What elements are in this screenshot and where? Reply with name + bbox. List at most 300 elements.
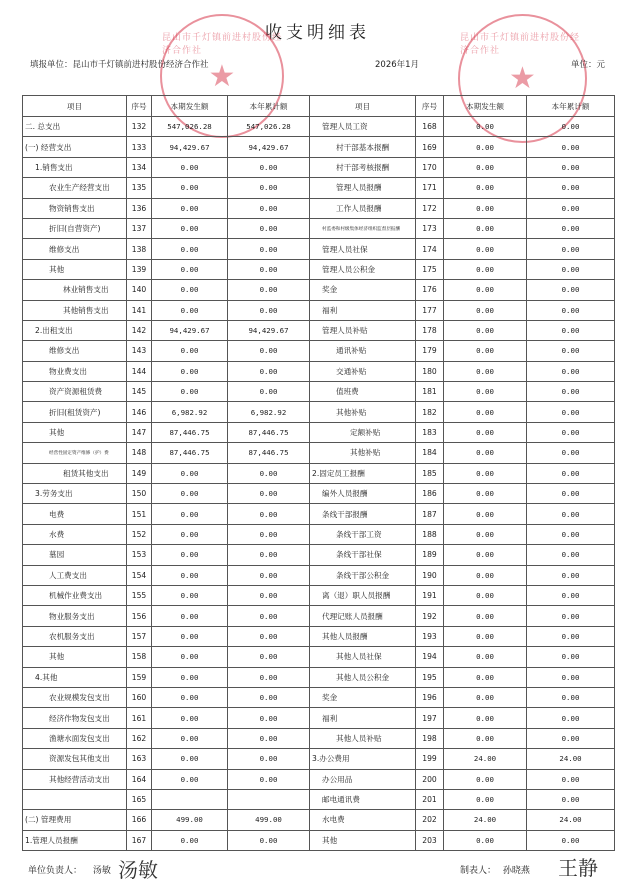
item-label: 其他人员公积金 [310,667,416,687]
current-period-amount: 0.00 [444,606,527,626]
item-label: 通讯补贴 [310,341,416,361]
table-row [23,382,615,402]
current-period-amount: 0.00 [152,382,228,402]
seal-text: 昆山市千灯镇前进村股份经济合作社 [162,33,283,56]
year-to-date-amount: 0.00 [527,565,615,585]
item-label: 经济作物发包支出 [23,708,127,728]
seal-star-icon: ★ [208,58,236,94]
year-to-date-amount: 0.00 [228,769,310,789]
current-period-amount: 0.00 [444,585,527,605]
item-label: 其他补贴 [310,443,416,463]
row-number: 142 [127,320,152,340]
column-header: 序号 [127,96,152,117]
current-period-amount: 0.00 [152,749,228,769]
current-period-amount: 0.00 [444,178,527,198]
item-label [23,789,127,809]
item-label: 管理人员社保 [310,239,416,259]
row-number: 134 [127,157,152,177]
current-period-amount: 0.00 [444,280,527,300]
year-to-date-amount: 0.00 [228,463,310,483]
row-number: 140 [127,280,152,300]
item-label: 办公用品 [310,769,416,789]
row-number: 181 [416,382,444,402]
item-label: 物业费支出 [23,361,127,381]
row-number: 186 [416,484,444,504]
year-to-date-amount: 0.00 [527,667,615,687]
item-label: 折旧(自营资产) [23,218,127,238]
table-row [23,463,615,483]
table-row [23,117,615,137]
current-period-amount: 0.00 [444,443,527,463]
table-row [23,157,615,177]
year-to-date-amount: 0.00 [527,545,615,565]
item-label: 租赁其他支出 [23,463,127,483]
year-to-date-amount: 0.00 [228,178,310,198]
current-period-amount: 0.00 [444,218,527,238]
item-label: 其他经营活动支出 [23,769,127,789]
year-to-date-amount: 0.00 [228,749,310,769]
row-number: 201 [416,789,444,809]
table-row [23,810,615,830]
preparer-label: 制表人： [460,866,497,876]
year-to-date-amount: 0.00 [527,382,615,402]
year-to-date-amount: 0.00 [527,137,615,157]
item-label: 人工费支出 [23,565,127,585]
item-label: 邮电通讯费 [310,789,416,809]
handwritten-signature: 王静 [558,856,598,880]
column-header: 项目 [23,96,127,117]
item-label: 3.劳务支出 [23,484,127,504]
current-period-amount: 0.00 [152,239,228,259]
year-to-date-amount: 0.00 [527,524,615,544]
current-period-amount: 0.00 [444,789,527,809]
year-to-date-amount: 0.00 [527,443,615,463]
row-number: 164 [127,769,152,789]
current-period-amount: 0.00 [444,769,527,789]
year-to-date-amount: 0.00 [527,422,615,442]
item-label: 2.出租支出 [23,320,127,340]
year-to-date-amount: 0.00 [228,728,310,748]
item-label: 管理人员补贴 [310,320,416,340]
table-row [23,361,615,381]
row-number: 185 [416,463,444,483]
row-number: 158 [127,647,152,667]
year-to-date-amount: 0.00 [228,239,310,259]
current-period-amount: 0.00 [444,708,527,728]
row-number: 176 [416,280,444,300]
year-to-date-amount: 0.00 [228,708,310,728]
preparer-name: 孙晓燕 [502,866,530,876]
principal-label: 单位负责人： [28,866,83,876]
row-number: 162 [127,728,152,748]
table-row [23,708,615,728]
current-period-amount: 0.00 [444,504,527,524]
row-number: 132 [127,117,152,137]
item-label: 其他 [23,422,127,442]
row-number: 141 [127,300,152,320]
year-to-date-amount: 0.00 [527,259,615,279]
item-label: 农业规模发包支出 [23,687,127,707]
year-to-date-amount: 547,026.28 [228,117,310,137]
current-period-amount: 0.00 [152,626,228,646]
year-to-date-amount: 0.00 [527,769,615,789]
year-to-date-amount: 0.00 [527,626,615,646]
reporting-unit: 填报单位：昆山市千灯镇前进村股份经济合作社 [30,60,209,70]
row-number: 175 [416,259,444,279]
item-label: 管理人员工资 [310,117,416,137]
item-label: 奖金 [310,280,416,300]
item-label: 其他 [310,830,416,850]
table-row [23,402,615,422]
current-period-amount: 0.00 [444,300,527,320]
seal-star-icon: ★ [509,61,536,96]
year-to-date-amount: 0.00 [527,463,615,483]
year-to-date-amount: 0.00 [228,545,310,565]
row-number: 198 [416,728,444,748]
table-row [23,178,615,198]
year-to-date-amount: 0.00 [527,708,615,728]
preparer-signature-line [460,863,530,876]
item-label: 其他补贴 [310,402,416,422]
current-period-amount: 0.00 [152,769,228,789]
year-to-date-amount: 0.00 [527,484,615,504]
year-to-date-amount: 0.00 [527,218,615,238]
row-number: 178 [416,320,444,340]
current-period-amount: 0.00 [444,137,527,157]
year-to-date-amount: 0.00 [228,647,310,667]
row-number: 163 [127,749,152,769]
item-label: (一) 经营支出 [23,137,127,157]
item-label: 渔塘水面发包支出 [23,728,127,748]
table-row [23,565,615,585]
row-number: 159 [127,667,152,687]
item-label: 其他 [23,259,127,279]
row-number: 135 [127,178,152,198]
row-number: 184 [416,443,444,463]
row-number: 202 [416,810,444,830]
current-period-amount: 0.00 [152,341,228,361]
item-label: 村干部考核报酬 [310,157,416,177]
column-header: 项目 [310,96,416,117]
current-period-amount: 0.00 [152,708,228,728]
table-row [23,585,615,605]
year-to-date-amount: 0.00 [527,239,615,259]
row-number: 148 [127,443,152,463]
item-label: 福利 [310,708,416,728]
row-number: 192 [416,606,444,626]
row-number: 196 [416,687,444,707]
row-number: 150 [127,484,152,504]
row-number: 195 [416,667,444,687]
row-number: 152 [127,524,152,544]
current-period-amount: 94,429.67 [152,320,228,340]
item-label: 维修支出 [23,341,127,361]
item-label: 条线干部社保 [310,545,416,565]
row-number: 182 [416,402,444,422]
item-label: 其他人员社保 [310,647,416,667]
year-to-date-amount: 0.00 [228,157,310,177]
year-to-date-amount: 0.00 [228,198,310,218]
row-number: 154 [127,565,152,585]
row-number: 166 [127,810,152,830]
item-label: 电费 [23,504,127,524]
year-to-date-amount: 0.00 [228,565,310,585]
year-to-date-amount: 0.00 [228,524,310,544]
item-label: 离（退）职人员报酬 [310,585,416,605]
current-period-amount: 0.00 [152,484,228,504]
year-to-date-amount: 87,446.75 [228,443,310,463]
current-period-amount: 0.00 [152,667,228,687]
table-row [23,259,615,279]
table-row [23,769,615,789]
year-to-date-amount: 87,446.75 [228,422,310,442]
year-to-date-amount: 0.00 [228,585,310,605]
current-period-amount: 547,026.28 [152,117,228,137]
row-number: 180 [416,361,444,381]
item-label: (二) 管理费用 [23,810,127,830]
item-label: 工作人员报酬 [310,198,416,218]
item-label: 农机服务支出 [23,626,127,646]
item-label: 其他人员报酬 [310,626,416,646]
table-row [23,137,615,157]
table-row [23,728,615,748]
table-row [23,606,615,626]
item-label: 编外人员报酬 [310,484,416,504]
column-header: 本年累计额 [527,96,615,117]
table-row [23,789,615,809]
year-to-date-amount: 0.00 [228,667,310,687]
row-number: 147 [127,422,152,442]
table-header-row [23,96,615,117]
row-number: 145 [127,382,152,402]
table-row [23,504,615,524]
current-period-amount: 0.00 [444,647,527,667]
year-to-date-amount: 0.00 [527,504,615,524]
table-row [23,687,615,707]
item-label: 奖金 [310,687,416,707]
row-number: 171 [416,178,444,198]
row-number: 144 [127,361,152,381]
year-to-date-amount: 94,429.67 [228,137,310,157]
item-label: 代理记账人员报酬 [310,606,416,626]
table-row [23,647,615,667]
table-row [23,218,615,238]
row-number: 165 [127,789,152,809]
year-to-date-amount: 0.00 [228,280,310,300]
row-number: 155 [127,585,152,605]
row-number: 193 [416,626,444,646]
table-row [23,198,615,218]
current-period-amount: 0.00 [444,259,527,279]
current-period-amount: 0.00 [152,361,228,381]
year-to-date-amount: 0.00 [527,361,615,381]
table-row [23,545,615,565]
table-row [23,280,615,300]
current-period-amount: 0.00 [444,341,527,361]
row-number: 194 [416,647,444,667]
current-period-amount: 0.00 [152,728,228,748]
item-label: 条线干部工资 [310,524,416,544]
item-label: 资产资源租赁费 [23,382,127,402]
year-to-date-amount: 0.00 [527,178,615,198]
row-number: 187 [416,504,444,524]
item-label: 物业服务支出 [23,606,127,626]
expense-detail-table [22,95,615,851]
item-label: 维修支出 [23,239,127,259]
year-to-date-amount: 0.00 [527,117,615,137]
year-to-date-amount: 94,429.67 [228,320,310,340]
year-to-date-amount: 0.00 [527,585,615,605]
year-to-date-amount: 0.00 [228,830,310,850]
row-number: 133 [127,137,152,157]
current-period-amount: 0.00 [444,484,527,504]
item-label: 水电费 [310,810,416,830]
current-period-amount: 0.00 [444,545,527,565]
year-to-date-amount: 0.00 [527,198,615,218]
year-to-date-amount: 0.00 [527,830,615,850]
year-to-date-amount: 0.00 [527,687,615,707]
table-row [23,830,615,850]
year-to-date-amount: 0.00 [527,300,615,320]
current-period-amount: 0.00 [444,361,527,381]
year-to-date-amount [228,789,310,809]
current-period-amount [152,789,228,809]
row-number: 179 [416,341,444,361]
row-number: 191 [416,585,444,605]
seal-text: 昆山市千灯镇前进村股份经济合作社 [460,33,581,56]
principal-name: 汤敏 [92,866,111,876]
row-number: 177 [416,300,444,320]
row-number: 136 [127,198,152,218]
current-period-amount: 0.00 [152,300,228,320]
year-to-date-amount: 24.00 [527,749,615,769]
current-period-amount: 0.00 [152,157,228,177]
year-to-date-amount: 0.00 [228,341,310,361]
column-header: 本期发生额 [152,96,228,117]
item-label: 资源发包其他支出 [23,749,127,769]
row-number: 151 [127,504,152,524]
current-period-amount: 0.00 [444,728,527,748]
year-to-date-amount: 0.00 [527,728,615,748]
current-period-amount: 0.00 [152,463,228,483]
row-number: 168 [416,117,444,137]
row-number: 146 [127,402,152,422]
current-period-amount: 0.00 [152,218,228,238]
current-period-amount: 0.00 [152,198,228,218]
year-to-date-amount: 0.00 [527,402,615,422]
current-period-amount: 0.00 [444,667,527,687]
current-period-amount: 0.00 [444,830,527,850]
row-number: 156 [127,606,152,626]
current-period-amount: 0.00 [444,463,527,483]
year-to-date-amount: 0.00 [228,259,310,279]
table-body [23,117,615,851]
year-to-date-amount: 0.00 [527,157,615,177]
row-number: 199 [416,749,444,769]
current-period-amount: 94,429.67 [152,137,228,157]
table-row [23,422,615,442]
current-period-amount: 0.00 [444,320,527,340]
item-label: 条线干部报酬 [310,504,416,524]
year-to-date-amount: 0.00 [228,606,310,626]
current-period-amount: 0.00 [152,585,228,605]
item-label: 3.办公费用 [310,749,416,769]
year-to-date-amount: 0.00 [527,789,615,809]
row-number: 139 [127,259,152,279]
year-to-date-amount: 24.00 [527,810,615,830]
year-to-date-amount: 0.00 [527,280,615,300]
item-label: 1.销售支出 [23,157,127,177]
item-label: 其他销售支出 [23,300,127,320]
current-period-amount: 0.00 [444,626,527,646]
item-label: 折旧(租赁资产) [23,402,127,422]
item-label: 农业生产经营支出 [23,178,127,198]
row-number: 143 [127,341,152,361]
current-period-amount: 0.00 [444,198,527,218]
current-period-amount: 0.00 [152,504,228,524]
row-number: 160 [127,687,152,707]
item-label: 机械作业费支出 [23,585,127,605]
column-header: 序号 [416,96,444,117]
row-number: 169 [416,137,444,157]
row-number: 174 [416,239,444,259]
item-label: 村监委和村级集体经济组织监督层报酬 [310,218,416,238]
row-number: 173 [416,218,444,238]
current-period-amount: 0.00 [444,382,527,402]
table-row [23,626,615,646]
item-label: 福利 [310,300,416,320]
table-row [23,239,615,259]
current-period-amount: 0.00 [152,545,228,565]
row-number: 188 [416,524,444,544]
currency-unit: 单位：元 [570,60,605,70]
item-label: 其他 [23,647,127,667]
row-number: 183 [416,422,444,442]
table-row [23,524,615,544]
item-label: 交通补贴 [310,361,416,381]
year-to-date-amount: 0.00 [228,300,310,320]
item-label: 2.固定员工报酬 [310,463,416,483]
item-label: 1.管理人员报酬 [23,830,127,850]
table-row [23,320,615,340]
row-number: 190 [416,565,444,585]
year-to-date-amount: 0.00 [527,320,615,340]
principal-signature-line [28,863,111,876]
item-label: 管理人员公积金 [310,259,416,279]
current-period-amount: 0.00 [444,402,527,422]
table-row [23,443,615,463]
row-number: 197 [416,708,444,728]
table-row [23,484,615,504]
row-number: 172 [416,198,444,218]
item-label: 经营性固定资产维修（护）费 [23,443,127,463]
year-to-date-amount: 0.00 [228,504,310,524]
current-period-amount: 0.00 [152,524,228,544]
table-row [23,341,615,361]
year-to-date-amount: 0.00 [228,361,310,381]
current-period-amount: 0.00 [444,687,527,707]
year-to-date-amount: 0.00 [228,687,310,707]
item-label: 村干部基本报酬 [310,137,416,157]
current-period-amount: 0.00 [152,280,228,300]
row-number: 157 [127,626,152,646]
current-period-amount: 0.00 [152,178,228,198]
column-header: 本期发生额 [444,96,527,117]
current-period-amount: 499.00 [152,810,228,830]
current-period-amount: 0.00 [444,524,527,544]
item-label: 其他人员补贴 [310,728,416,748]
current-period-amount: 24.00 [444,749,527,769]
